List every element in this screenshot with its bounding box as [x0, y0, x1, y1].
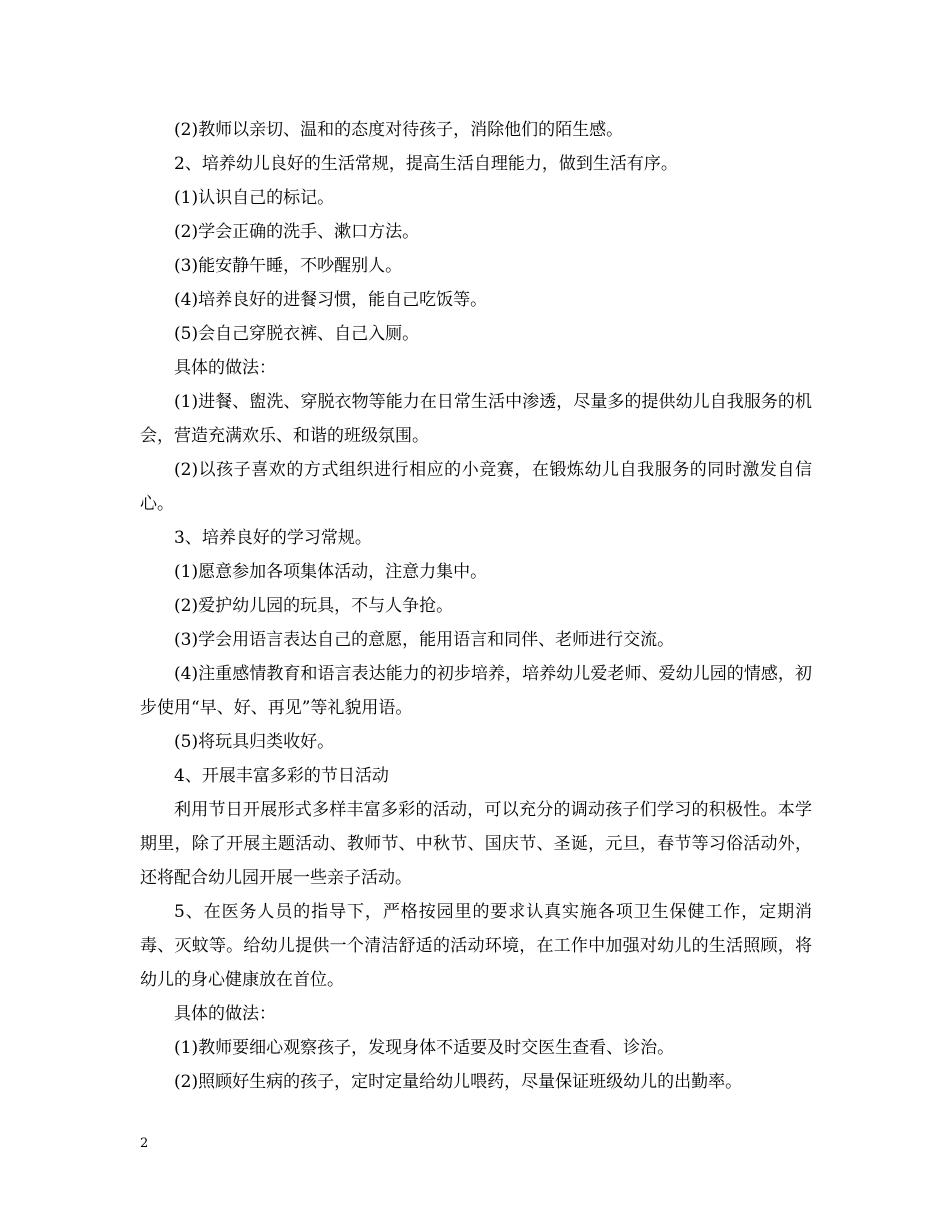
paragraph: 具体的做法：	[174, 1004, 276, 1024]
paragraph: 4、开展丰富多彩的节日活动	[174, 766, 389, 786]
paragraph: 3、培养良好的学习常规。	[174, 528, 372, 548]
page-number: 2	[140, 1136, 149, 1151]
document-body	[140, 113, 812, 1099]
paragraph: (4)注重感情教育和语言表达能力的初步培养，培养幼儿爱老师、爱幼儿园的情感，初步使用“早、好、再见”等礼貌用语。	[140, 664, 812, 718]
paragraph: 利用节日开展形式多样丰富多彩的活动，可以充分的调动孩子们学习的积极性。本学期里，除了开展主题活动、教师节、中秋节、国庆节、圣诞，元旦，春节等习俗活动外，还将配合幼儿园开展一些亲子活动。	[140, 800, 812, 888]
paragraph: (1)进餐、盥洗、穿脱衣物等能力在日常生活中渗透，尽量多的提供幼儿自我服务的机会，营造充满欢乐、和谐的班级氛围。	[140, 392, 812, 446]
paragraph: (3)学会用语言表达自己的意愿，能用语言和同伴、老师进行交流。	[174, 630, 675, 650]
paragraph: (3)能安静午睡，不吵醒别人。	[174, 256, 403, 276]
paragraph: (5)将玩具归类收好。	[174, 732, 335, 752]
paragraph: (2)照顾好生病的孩子，定时定量给幼儿喂药，尽量保证班级幼儿的出勤率。	[174, 1072, 743, 1092]
paragraph: (2)爱护幼儿园的玩具，不与人争抢。	[174, 596, 454, 616]
paragraph: (1)愿意参加各项集体活动，注意力集中。	[174, 562, 488, 582]
paragraph: (2)教师以亲切、温和的态度对待孩子，消除他们的陌生感。	[174, 120, 624, 140]
paragraph: 5、在医务人员的指导下，严格按园里的要求认真实施各项卫生保健工作，定期消毒、灭蚊等。给幼儿提供一个清洁舒适的活动环境，在工作中加强对幼儿的生活照顾，将幼儿的身心健康放在首位。	[140, 902, 812, 990]
paragraph: 2、培养幼儿良好的生活常规，提高生活自理能力，做到生活有序。	[174, 154, 678, 174]
paragraph: (5)会自己穿脱衣裤、自己入厕。	[174, 324, 420, 344]
paragraph: (1)认识自己的标记。	[174, 188, 335, 208]
paragraph: (2)学会正确的洗手、漱口方法。	[174, 222, 420, 242]
paragraph: (1)教师要细心观察孩子，发现身体不适要及时交医生查看、诊治。	[174, 1038, 675, 1058]
paragraph: (4)培养良好的进餐习惯，能自己吃饭等。	[174, 290, 488, 310]
paragraph: 具体的做法：	[174, 358, 276, 378]
paragraph: (2)以孩子喜欢的方式组织进行相应的小竞赛，在锻炼幼儿自我服务的同时激发自信心。	[140, 460, 812, 514]
